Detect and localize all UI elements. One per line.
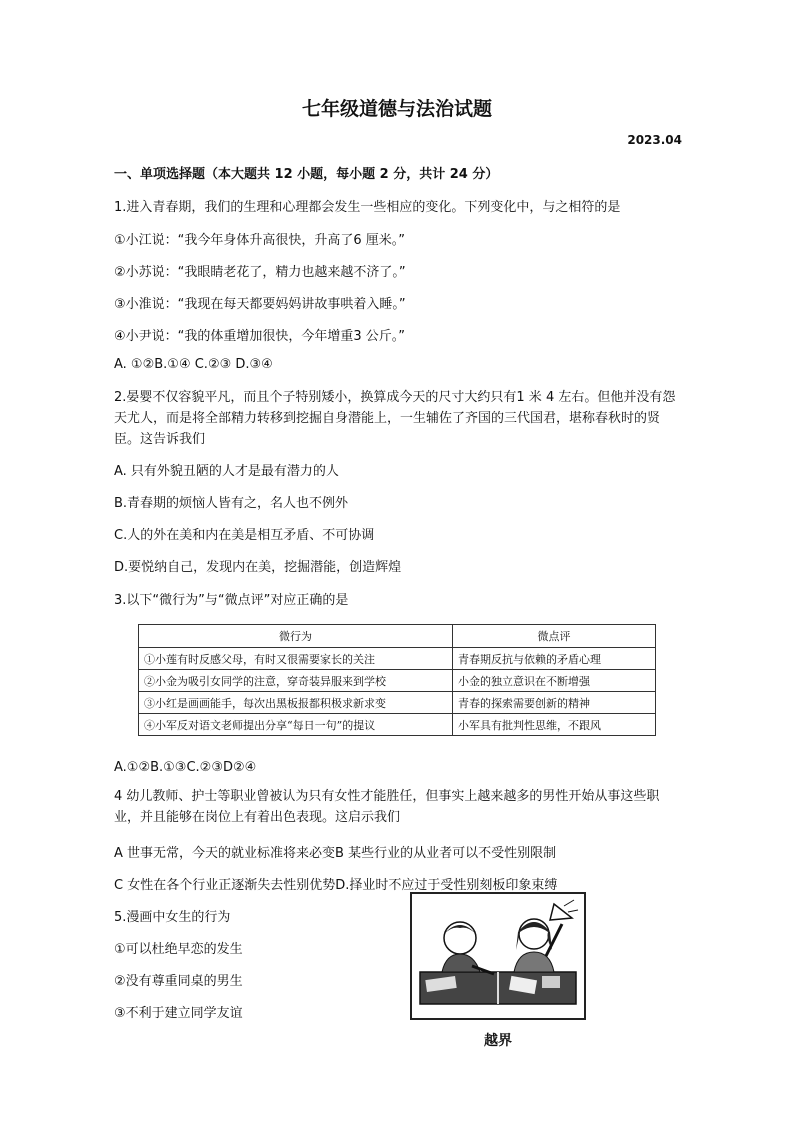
table-cell: ③小红是画画能手，每次出黑板报都积极求新求变 <box>139 692 453 714</box>
q4-options-cd: C 女性在各个行业正逐渐失去性别优势D.择业时不应过于受性别刻板印象束缚 <box>114 878 558 893</box>
q3-options: A.①②B.①③C.②③D②④ <box>114 760 257 775</box>
q1-item-3: ③小淮说：“我现在每天都要妈妈讲故事哄着入睡。” <box>114 297 406 312</box>
q3-stem: 3.以下“微行为”与“微点评”对应正确的是 <box>114 593 349 608</box>
q2-option-d: D.要悦纳自己，发现内在美，挖掘潜能，创造辉煌 <box>114 560 402 575</box>
table-cell: 小金的独立意识在不断增强 <box>453 670 656 692</box>
table-header-comment: 微点评 <box>453 625 656 648</box>
q2-stem: 2.晏婴不仅容貌平凡，而且个子特别矮小，换算成今天的尺寸大约只有1 米 4 左右。但他并没有怨天尤人，而是将全部精力转移到挖掘自身潜能上，一生辅佐了齐国的三代国君，堪称春秋时的贤臣。这告诉我们 <box>114 390 676 447</box>
q2-option-a: A. 只有外貌丑陋的人才是最有潜力的人 <box>114 464 339 479</box>
table-row <box>139 714 656 736</box>
table-row <box>139 648 656 670</box>
exam-date: 2023.04 <box>627 133 682 147</box>
cartoon-drawing <box>412 894 584 1018</box>
q5-item-1: ①可以杜绝早恋的发生 <box>114 942 243 957</box>
table-cell: ①小莲有时反感父母，有时又很需要家长的关注 <box>139 648 453 670</box>
table-cell: 青春期反抗与依赖的矛盾心理 <box>453 648 656 670</box>
q3-table <box>138 624 656 736</box>
table-cell: ②小金为吸引女同学的注意，穿奇装异服来到学校 <box>139 670 453 692</box>
table-header-behavior: 微行为 <box>139 625 453 648</box>
exam-title: 七年级道德与法治试题 <box>301 98 492 120</box>
table-row <box>139 692 656 714</box>
cartoon-caption: 越界 <box>484 1033 512 1049</box>
table-row <box>139 670 656 692</box>
table-cell: 小军具有批判性思维，不跟风 <box>453 714 656 736</box>
cartoon-image <box>410 892 586 1020</box>
table-header-row <box>139 625 656 648</box>
q1-options: A. ①②B.①④ C.②③ D.③④ <box>114 357 273 372</box>
q4-stem: 4 幼儿教师、护士等职业曾被认为只有女性才能胜任，但事实上越来越多的男性开始从事这些职业，并且能够在岗位上有着出色表现。这启示我们 <box>114 789 660 825</box>
table-cell: ④小军反对语文老师提出分享“每日一句”的提议 <box>139 714 453 736</box>
table-cell: 青春的探索需要创新的精神 <box>453 692 656 714</box>
q1-item-1: ①小江说：“我今年身体升高很快，升高了6 厘米。” <box>114 233 406 248</box>
q1-stem: 1.进入青春期，我们的生理和心理都会发生一些相应的变化。下列变化中，与之相符的是 <box>114 200 621 215</box>
q2-option-c: C.人的外在美和内在美是相互矛盾、不可协调 <box>114 528 375 543</box>
q2-option-b: B.青春期的烦恼人皆有之，名人也不例外 <box>114 496 349 511</box>
q5-item-2: ②没有尊重同桌的男生 <box>114 974 243 989</box>
q1-item-2: ②小苏说：“我眼睛老花了，精力也越来越不济了。” <box>114 265 406 280</box>
q5-stem: 5.漫画中女生的行为 <box>114 910 231 925</box>
q4-options-ab: A 世事无常，今天的就业标准将来必变B 某些行业的从业者可以不受性别限制 <box>114 846 557 861</box>
section-heading: 一、单项选择题（本大题共 12 小题，每小题 2 分，共计 24 分） <box>114 167 499 182</box>
q5-item-3: ③不利于建立同学友谊 <box>114 1006 243 1021</box>
q1-item-4: ④小尹说：“我的体重增加很快，今年增重3 公斤。” <box>114 329 406 344</box>
